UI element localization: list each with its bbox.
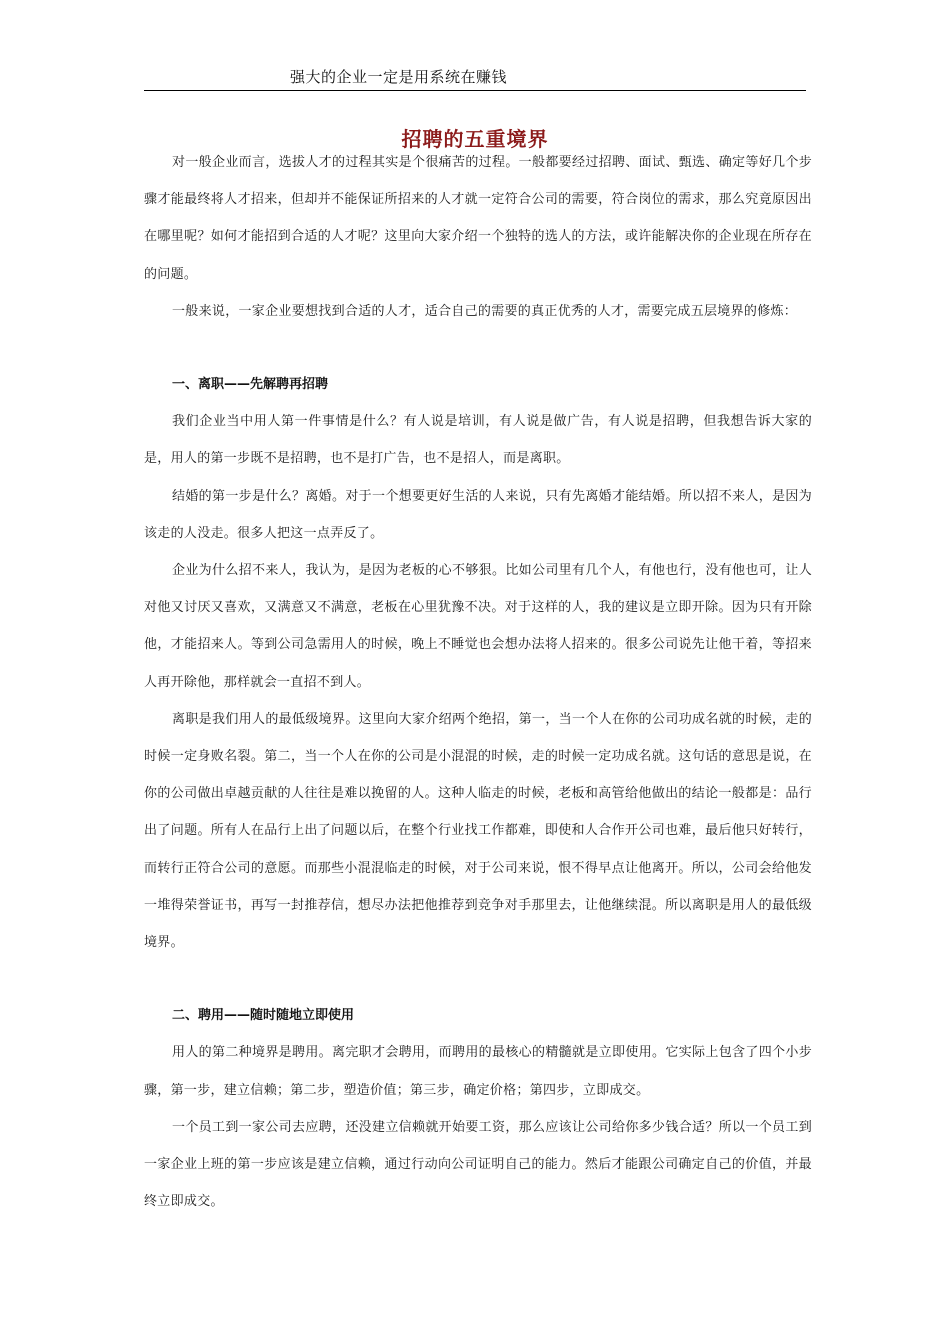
page-header-text: 强大的企业一定是用系统在赚钱: [290, 68, 508, 86]
section-1: [144, 366, 812, 961]
section-2: [144, 997, 812, 1220]
section-heading-2: 二、聘用——随时随地立即使用: [172, 1008, 355, 1024]
section-2-paragraph-2: 一个员工到一家公司去应聘，还没建立信赖就开始要工资，那么应该让公司给你多少钱合适？所以一个员工到一家企业上班的第一步应该是建立信赖，通过行动向公司证明自己的能力。然后才能跟公司确定自己的价值，并最终立即成交。: [144, 1119, 812, 1210]
section-2-paragraph-1: 用人的第二种境界是聘用。离完职才会聘用，而聘用的最核心的精髓就是立即使用。它实际上包含了四个小步骤，第一步，建立信赖；第二步，塑造价值；第三步，确定价格；第四步，立即成交。: [144, 1045, 812, 1098]
document-title: 招聘的五重境界: [401, 127, 549, 151]
document-body: [144, 144, 812, 1220]
section-spacer: [144, 961, 812, 997]
intro-paragraph-2: 一般来说，一家企业要想找到合适的人才，适合自己的需要的真正优秀的人才，需要完成五层境界的修炼：: [172, 303, 798, 319]
section-heading-1: 一、离职——先解聘再招聘: [172, 377, 329, 393]
section-1-paragraph-1: 我们企业当中用人第一件事情是什么？有人说是培训，有人说是做广告，有人说是招聘，但我想告诉大家的是，用人的第一步既不是招聘，也不是打广告，也不是招人，而是离职。: [144, 414, 812, 467]
page-header: [144, 64, 806, 91]
section-1-paragraph-3: 企业为什么招不来人，我认为，是因为老板的心不够狠。比如公司里有几个人，有他也行，没有他也可，让人对他又讨厌又喜欢，又满意又不满意，老板在心里犹豫不决。对于这样的人，我的建议是立即开除。因为只有开除他，才能招来人。等到公司急需用人的时候，晚上不睡觉也会想办法将人招来的。很多公司说先让他干着，等招来人再开除他，那样就会一直招不到人。: [144, 563, 812, 690]
section-1-paragraph-2: 结婚的第一步是什么？离婚。对于一个想要更好生活的人来说，只有先离婚才能结婚。所以招不来人，是因为该走的人没走。很多人把这一点弄反了。: [144, 488, 812, 541]
intro-paragraph-1: 对一般企业而言，选拔人才的过程其实是个很痛苦的过程。一般都要经过招聘、面试、甄选、确定等好几个步骤才能最终将人才招来，但却并不能保证所招来的人才就一定符合公司的需要，符合岗位的需求，那么究竟原因出在哪里呢？如何才能招到合适的人才呢？这里向大家介绍一个独特的选人的方法，或许能解决你的企业现在所存在的问题。: [144, 155, 812, 282]
section-1-paragraph-4: 离职是我们用人的最低级境界。这里向大家介绍两个绝招，第一，当一个人在你的公司功成名就的时候，走的时候一定身败名裂。第二，当一个人在你的公司是小混混的时候，走的时候一定功成名就。这句话的意思是说，在你的公司做出卓越贡献的人往往是难以挽留的人。这种人临走的时候，老板和高管给他做出的结论一般都是：品行出了问题。所有人在品行上出了问题以后，在整个行业找工作都难，即使和人合作开公司也难，最后他只好转行，而转行正符合公司的意愿。而那些小混混临走的时候，对于公司来说，恨不得早点让他离开。所以，公司会给他发一堆得荣誉证书，再写一封推荐信，想尽办法把他推荐到竞争对手那里去，让他继续混。所以离职是用人的最低级境界。: [144, 711, 812, 951]
section-spacer: [144, 330, 812, 366]
